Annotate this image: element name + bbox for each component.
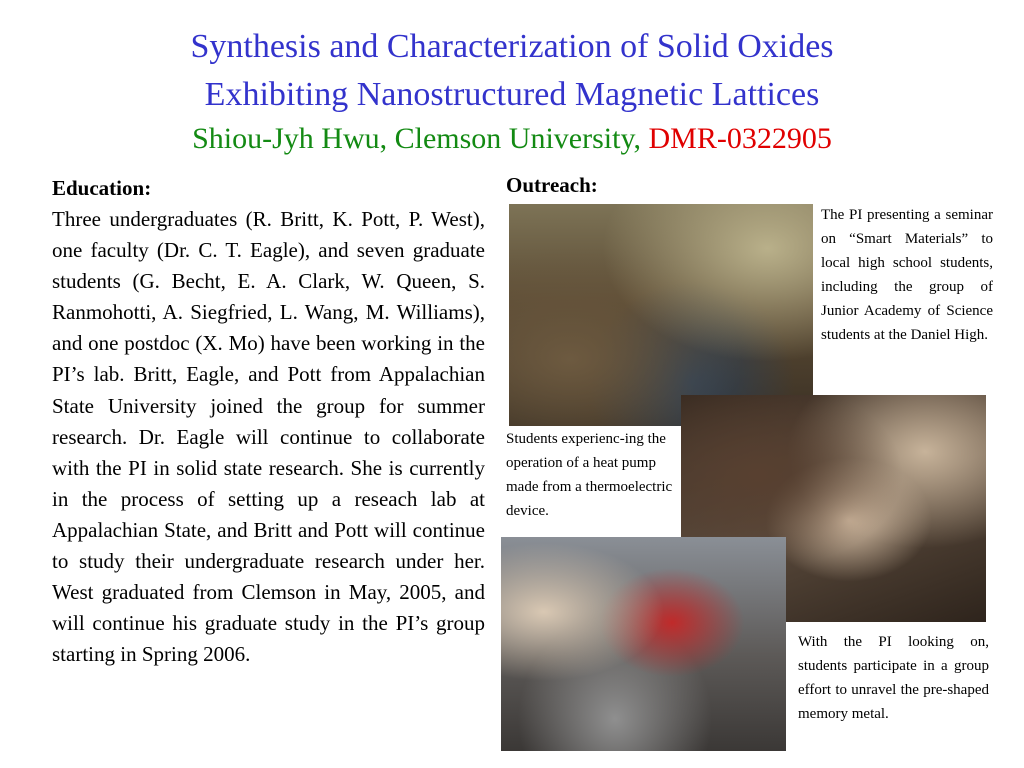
memory-metal-photo [501, 537, 786, 751]
seminar-caption: The PI presenting a seminar on “Smart Materials” to local high school students, including the group of Junior Academy of Science students at the Daniel High. [821, 207, 993, 343]
title-line-2: Exhibiting Nanostructured Magnetic Lattices [204, 76, 820, 113]
subtitle [0, 122, 1024, 156]
education-body: Three undergraduates (R. Britt, K. Pott, P. West), one faculty (Dr. C. T. Eagle), and seven graduate students (G. Becht, E. A. Clark, W. Queen, S. Ranmohotti, A. Siegfried, L. Wang, M. Williams), and one postdoc (X. Mo) have been working in the PI’s lab. Britt, Eagle, and Pott from Appalachian State University joined the group for summer research. Dr. Eagle will continue to collaborate with the PI in solid state research. She is currently in the process of setting up a reseach lab at Appalachian State, and Britt and Pott will continue to study their undergraduate research under her. West graduated from Clemson in May, 2005, and will continue his graduate study in the PI’s group starting in Spring 2006. [52, 207, 485, 667]
seminar-photo [509, 204, 813, 426]
author-affiliation: Shiou-Jyh Hwu, Clemson University, [192, 122, 642, 155]
heat-pump-caption: Students experienc-ing the operation of a heat pump made from a thermoelectric device. [506, 427, 681, 537]
outreach-heading: Outreach: [506, 173, 598, 197]
title-line-1: Synthesis and Characterization of Solid Oxides [190, 28, 834, 65]
education-heading: Education: [52, 176, 152, 200]
memory-metal-caption: With the PI looking on, students participate in a group effort to unravel the pre-shaped memory metal. [798, 634, 989, 722]
grant-number: DMR-0322905 [648, 122, 832, 155]
